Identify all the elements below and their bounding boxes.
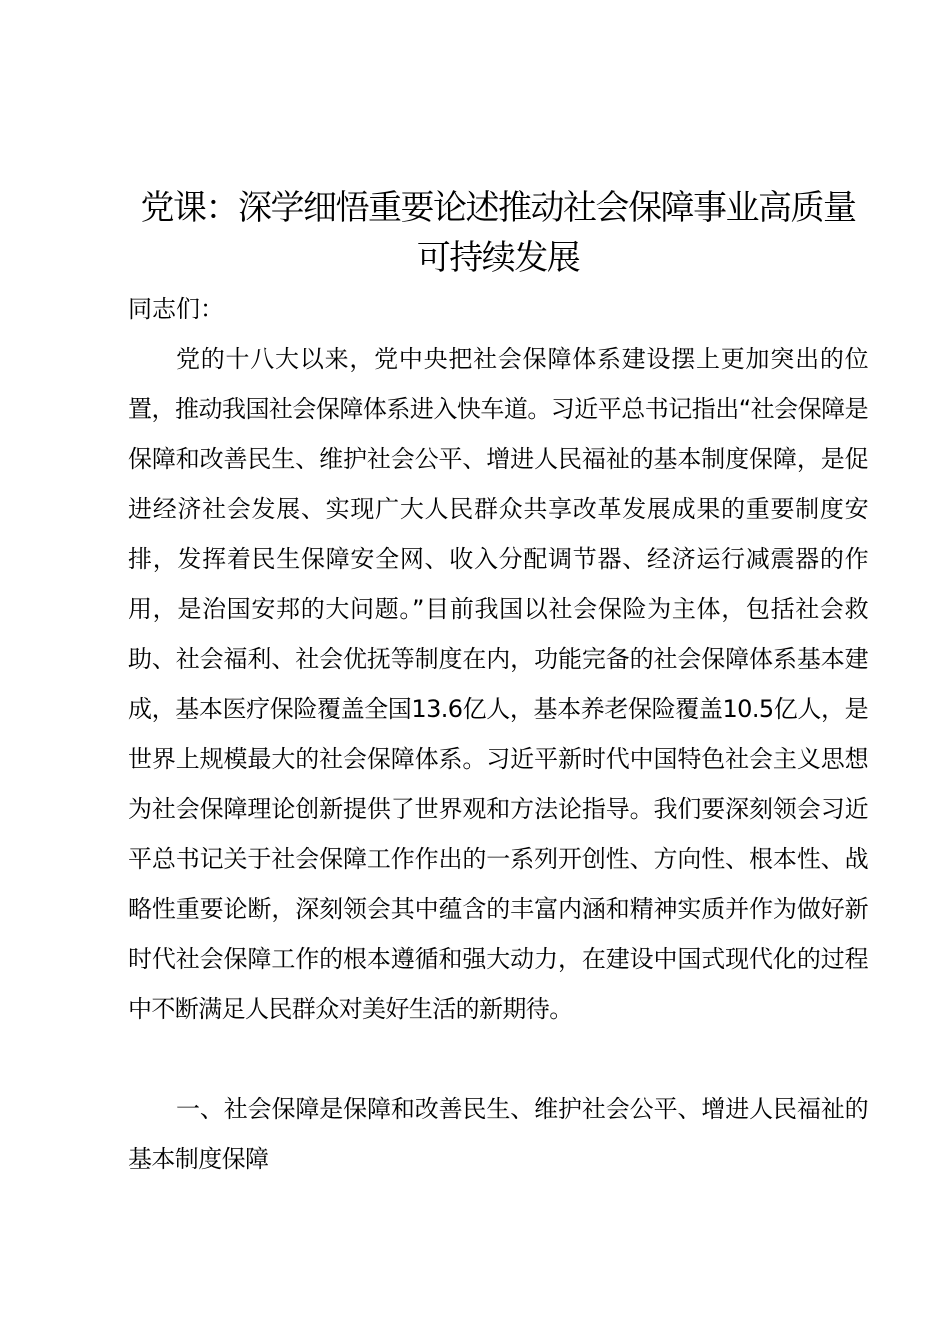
section-heading: 一、社会保障是保障和改善民生、维护社会公平、增进人民福祉的基本制度保障: [128, 1095, 868, 1173]
body-paragraph: 党的十八大以来，党中央把社会保障体系建设摆上更加突出的位置，推动我国社会保障体系进入快车道。习近平总书记指出“社会保障是保障和改善民生、维护社会公平、增进人民福祉的基本制度保障，是促进经济社会发展、实现广大人民群众共享改革发展成果的重要制度安排，发挥着民生保障安全网、收入分配调节器、经济运行减震器的作用，是治国安邦的大问题。”目前我国以社会保险为主体，包括社会救助、社会福利、社会优抚等制度在内，功能完备的社会保障体系基本建成，基本医疗保险覆盖全国13.6亿人，基本养老保险覆盖10.5亿人，是世界上规模最大的社会保障体系。习近平新时代中国特色社会主义思想为社会保障理论创新提供了世界观和方法论指导。我们要深刻领会习近平总书记关于社会保障工作作出的一系列开创性、方向性、根本性、战略性重要论断，深刻领会其中蕴含的丰富内涵和精神实质并作为做好新时代社会保障工作的根本遵循和强大动力，在建设中国式现代化的过程中不断满足人民群众对美好生活的新期待。: [128, 345, 868, 1023]
document-title: 党课：深学细悟重要论述推动社会保障事业高质量可持续发展: [140, 188, 856, 278]
salutation: 同志们：: [128, 295, 224, 323]
